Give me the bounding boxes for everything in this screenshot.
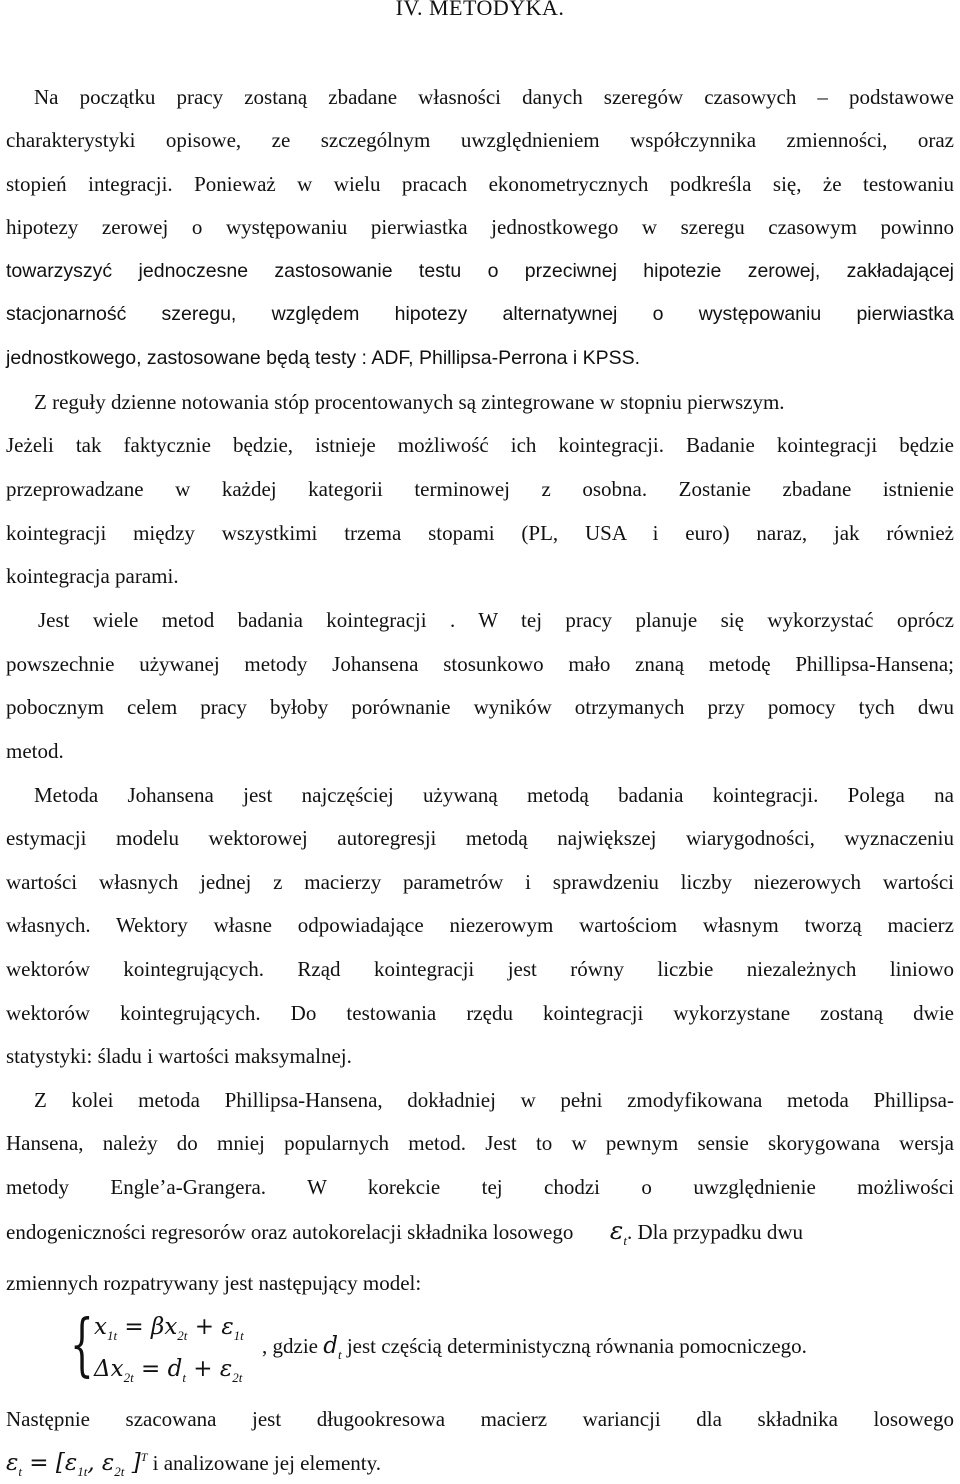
paragraph2-line-4: kointegracji między wszystkimi trzema stopami (PL, USA i euro) naraz, jak również	[6, 521, 954, 545]
equation-note: , gdzie $d_t$ jest częścią deterministyczną równania pomocniczego.	[262, 1333, 807, 1362]
paragraph6-line-2: $\varepsilon_t = [\varepsilon_{1t}$, $\varepsilon_{2t}$ ]$^T$ i analizowane jej elementy.	[6, 1450, 382, 1479]
section-title: IV. METODYKA.	[395, 0, 565, 20]
paragraph5-line-1: Z kolei metoda Phillipsa-Hansena, dokładniej w pełni zmodyfikowana metoda Phillipsa-	[34, 1088, 954, 1112]
paragraph2-line-1: Z reguły dzienne notowania stóp procentowanych są zintegrowane w stopniu pierwszym.	[34, 390, 785, 414]
paragraph2-line-3: przeprowadzane w każdej kategorii terminowej z osobna. Zostanie zbadane istnienie	[6, 477, 954, 501]
paragraph4-line-3: wartości własnych jednej z macierzy parametrów i sprawdzeniu liczby niezerowych wartości	[6, 870, 954, 894]
equation-2: $\Delta x_{2t} = d_t + \varepsilon_{2t}$	[94, 1356, 243, 1385]
epsilon-subscript: t	[623, 1233, 627, 1248]
paragraph5-line-3: metody Engle’a-Grangera. W korekcie tej chodzi o uwzględnienie możliwości	[6, 1175, 954, 1199]
paragraph4-line-4: własnych. Wektory własne odpowiadające niezerowym wartościom własnym tworzą macierz	[6, 913, 954, 937]
paragraph5-line-5: zmiennych rozpatrywany jest następujący model:	[6, 1271, 422, 1295]
paragraph6-line-1: Następnie szacowana jest długookresowa macierz wariancji dla składnika losowego	[6, 1407, 954, 1431]
d-subscript: t	[337, 1347, 342, 1362]
paragraph1-line-4: hipotezy zerowej o występowaniu pierwiastka jednostkowego w szeregu czasowym powinno	[6, 215, 954, 239]
paragraph4-line-6: wektorów kointegrujących. Do testowania rzędu kointegracji wykorzystane zostaną dwie	[6, 1001, 954, 1025]
paragraph5-line-4	[6, 1218, 954, 1248]
paragraph4-line-7: statystyki: śladu i wartości maksymalnej.	[6, 1044, 352, 1068]
paragraph1-line-2: charakterystyki opisowe, ze szczególnym uwzględnieniem współczynnika zmienności, oraz	[6, 128, 954, 152]
paragraph1-line-1: Na początku pracy zostaną zbadane własności danych szeregów czasowych – podstawowe	[34, 85, 954, 109]
formula-epsilon: ε	[6, 1450, 19, 1476]
paragraph2-line-5: kointegracja parami.	[6, 564, 179, 588]
paragraph5-line-4-text: endogeniczności regresorów oraz autokorelacji składnika losowego	[6, 1220, 574, 1244]
equation-system	[70, 1306, 290, 1394]
paragraph3-line-1: Jest wiele metod badania kointegracji . W tej pracy planuje się wykorzystać oprócz	[38, 608, 954, 632]
paragraph3-line-2: powszechnie używanej metody Johansena stosunkowo mało znaną metodę Phillipsa-Hansena;	[6, 652, 954, 676]
equation-1: $x_{1t} = \beta x_{2t} + \varepsilon_{1t}$	[94, 1314, 244, 1343]
paragraph5-line-4-tail: . Dla przypadku dwu	[626, 1220, 804, 1244]
equation-brace: {	[70, 1306, 94, 1385]
paragraph4-line-1: Metoda Johansena jest najczęściej używaną metodą badania kointegracji. Polega na	[34, 783, 954, 807]
epsilon-symbol: ε	[609, 1216, 624, 1245]
d-symbol: d	[323, 1333, 338, 1359]
paragraph2-line-2: Jeżeli tak faktycznie będzie, istnieje możliwość ich kointegracji. Badanie kointegracji będzie	[6, 433, 954, 457]
paragraph4-line-2: estymacji modelu wektorowej autoregresji metodą największej wiarygodności, wyznaczeniu	[6, 826, 954, 850]
paragraph1-line-7: jednostkowego, zastosowane będą testy : ADF, Phillipsa-Perrona i KPSS.	[6, 347, 641, 369]
transpose-superscript: T	[140, 1450, 148, 1464]
paragraph3-line-3: pobocznym celem pracy byłoby porównanie wyników otrzymanych przy pomocy tych dwu	[6, 695, 954, 719]
paragraph3-line-4: metod.	[6, 739, 64, 763]
paragraph1-line-6: stacjonarność szeregu, względem hipotezy alternatywnej o występowaniu pierwiastka	[6, 303, 954, 325]
paragraph4-line-5: wektorów kointegrujących. Rząd kointegracji jest równy liczbie niezależnych liniowo	[6, 957, 954, 981]
paragraph1-line-5: towarzyszyć jednoczesne zastosowanie testu o przeciwnej hipotezie zerowej, zakładającej	[6, 260, 954, 282]
paragraph5-line-2: Hansena, należy do mniej popularnych metod. Jest to w pewnym sensie skorygowana wersja	[6, 1131, 954, 1155]
paragraph1-line-3: stopień integracji. Ponieważ w wielu pracach ekonometrycznych podkreśla się, że testowaniu	[6, 172, 954, 196]
